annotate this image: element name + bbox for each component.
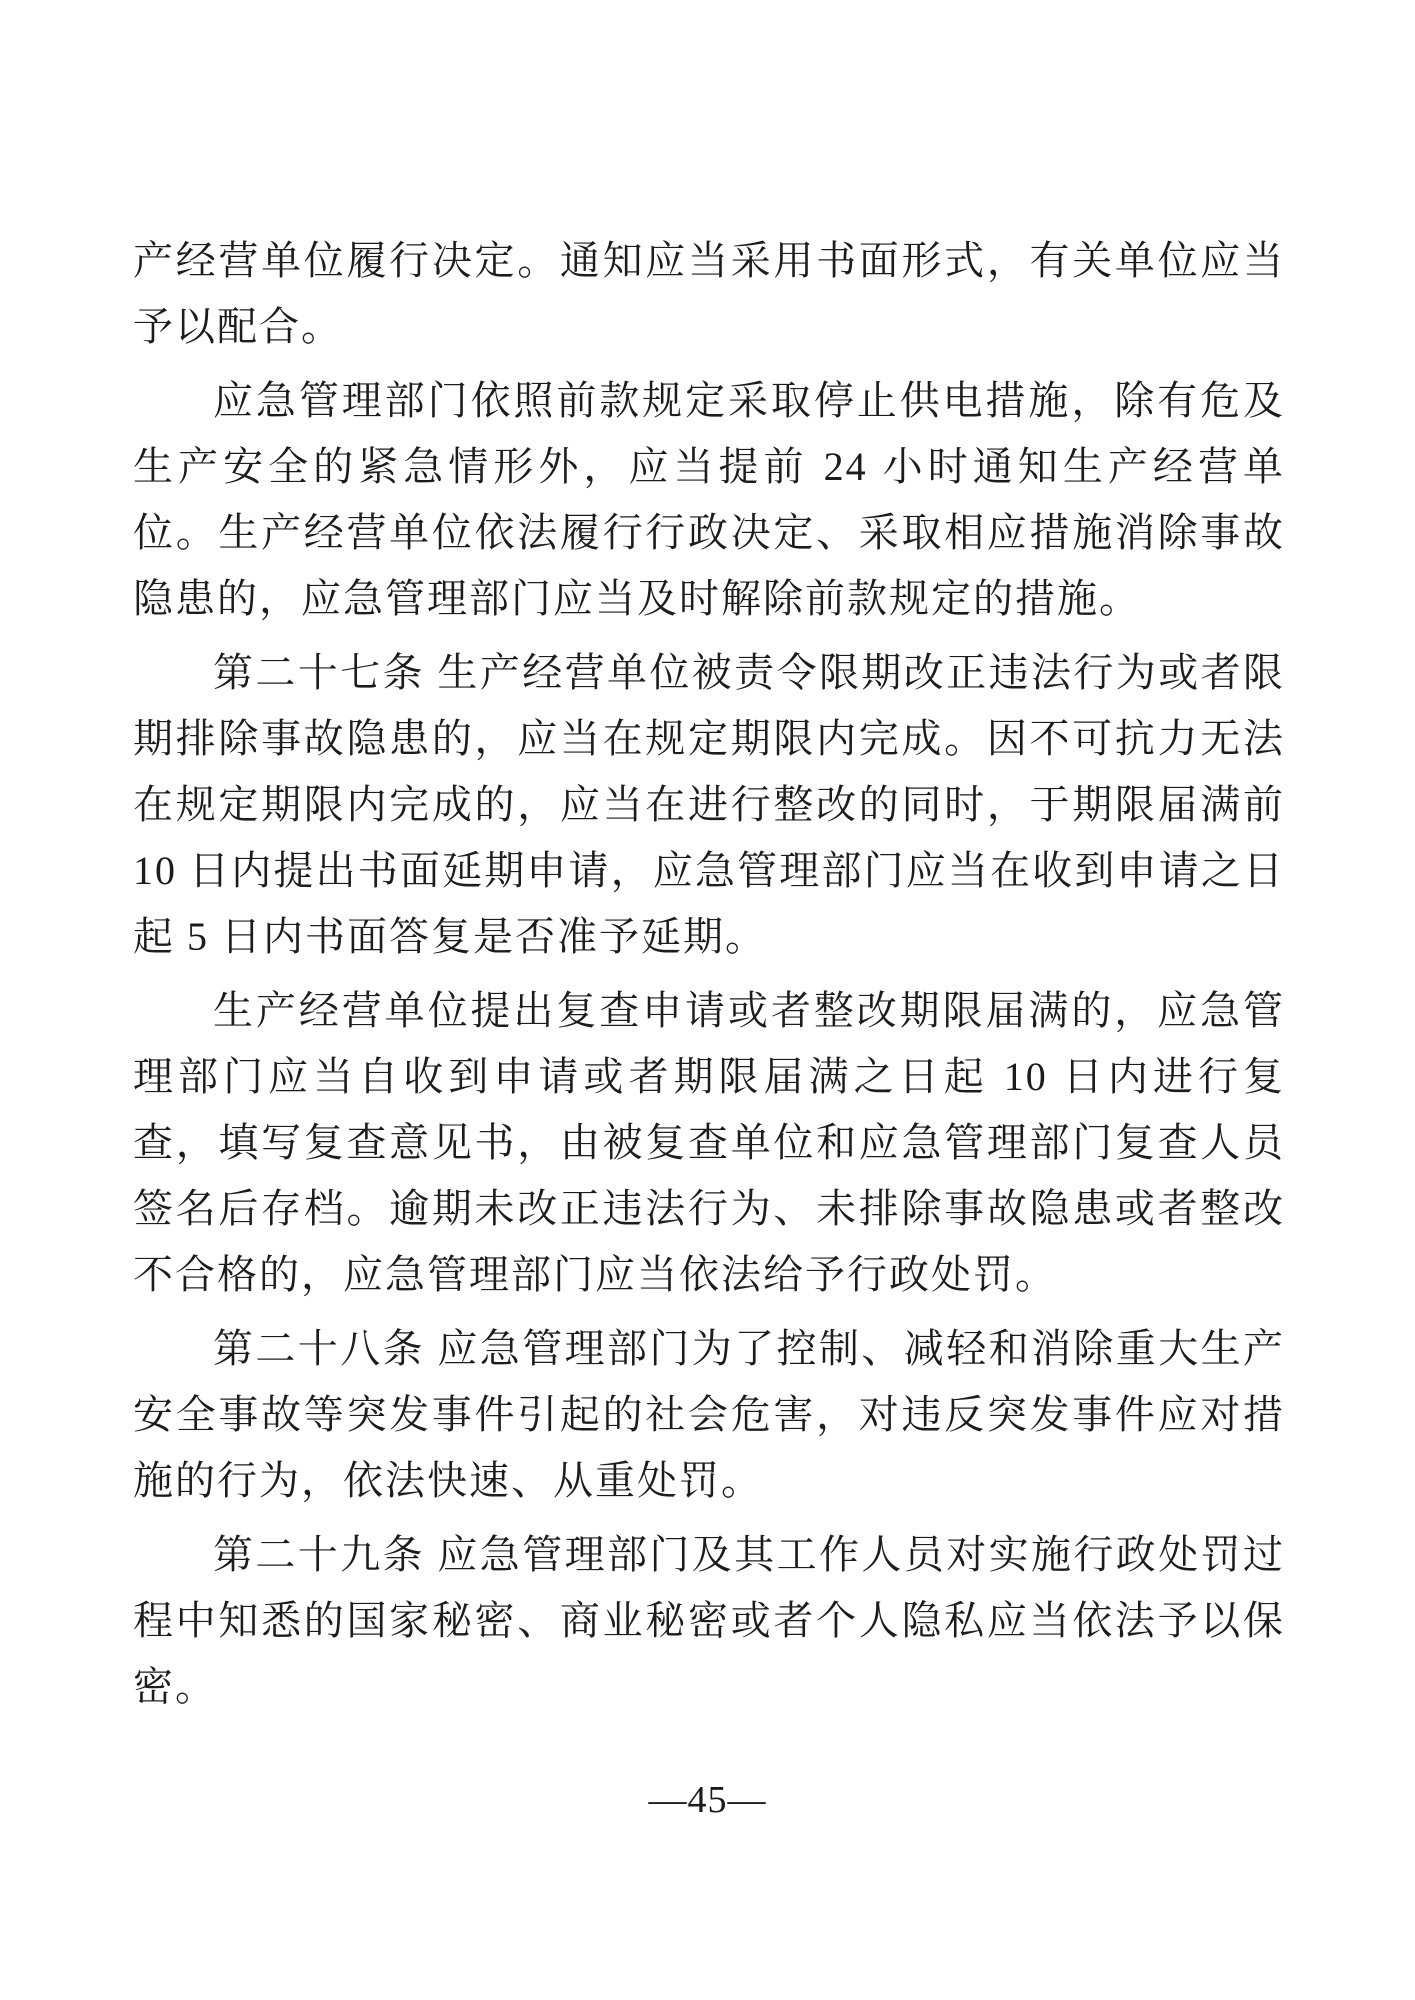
para-review-procedure: 生产经营单位提出复查申请或者整改期限届满的，应急管理部门应当自收到申请或者期限届满之日起 10 日内进行复查，填写复查意见书，由被复查单位和应急管理部门复查人员签名后存档。逾期未改正违法行为、未排除事故隐患或者整改不合格的，应急管理部门应当依法给予行政处罚。 xyxy=(133,988,1285,1297)
page-number: —45— xyxy=(648,1779,767,1821)
para-stop-power-supply: 应急管理部门依照前款规定采取停止供电措施，除有危及生产安全的紧急情形外，应当提前 24 小时通知生产经营单位。生产经营单位依法履行行政决定、采取相应措施消除事故隐患的，应急管理部门应当及时解除前款规定的措施。 xyxy=(133,378,1285,621)
document-body xyxy=(133,228,1285,1728)
para-article-29: 第二十九条 应急管理部门及其工作人员对实施行政处罚过程中知悉的国家秘密、商业秘密或者个人隐私应当依法予以保密。 xyxy=(133,1532,1285,1709)
para-article-27: 第二十七条 生产经营单位被责令限期改正违法行为或者限期排除事故隐患的，应当在规定期限内完成。因不可抗力无法在规定期限内完成的，应当在进行整改的同时，于期限届满前 10 日内提出书面延期申请，应急管理部门应当在收到申请之日起 5 日内书面答复是否准予延期。 xyxy=(133,650,1285,959)
para-article-28: 第二十八条 应急管理部门为了控制、减轻和消除重大生产安全事故等突发事件引起的社会危害，对违反突发事件应对措施的行为，依法快速、从重处罚。 xyxy=(133,1326,1285,1503)
para-continuation: 产经营单位履行决定。通知应当采用书面形式，有关单位应当予以配合。 xyxy=(133,238,1285,349)
